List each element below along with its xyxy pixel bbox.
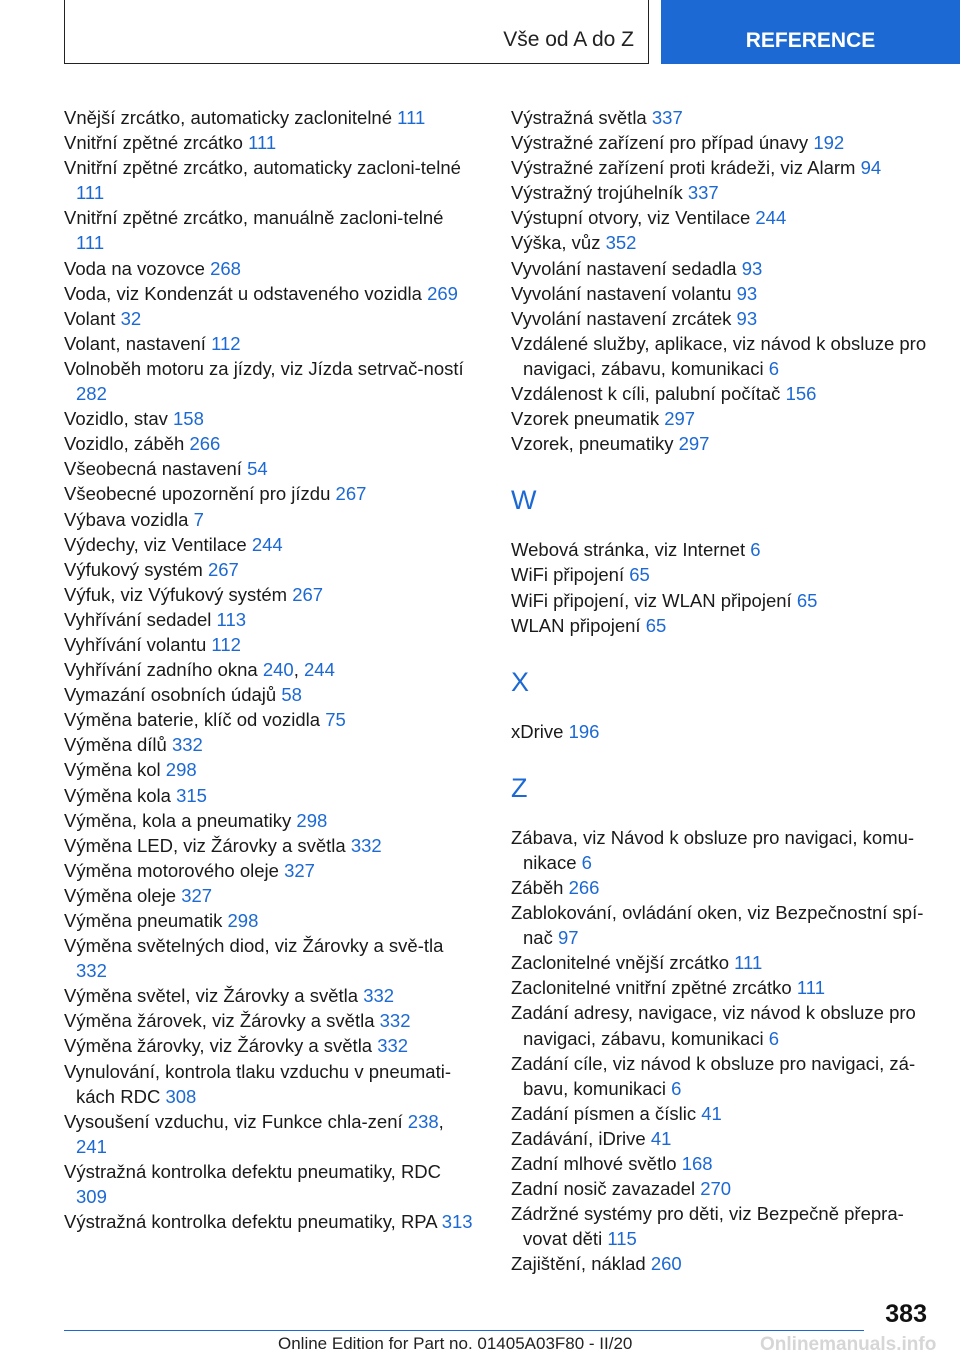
page-reference-link[interactable]: 309: [76, 1186, 107, 1208]
index-entry: [64, 481, 474, 506]
index-entry: [511, 230, 941, 255]
index-entry: [511, 613, 941, 638]
page-reference-link[interactable]: 75: [325, 709, 346, 731]
index-entry-label: Zadní mlhové světlo: [511, 1153, 677, 1174]
page-reference-link[interactable]: 238: [407, 1110, 439, 1132]
index-entry: [64, 105, 474, 130]
letter-heading-z: Z: [511, 772, 528, 803]
index-entry-label: Webová stránka, viz Internet: [511, 539, 746, 561]
index-entry-label: Vyvolání nastavení sedadla: [511, 257, 737, 279]
page-reference-link[interactable]: 65: [796, 589, 818, 611]
index-entry-label: Zajištění, náklad: [511, 1253, 646, 1275]
index-entry-label: Zadávání, iDrive: [511, 1127, 646, 1149]
index-entry-label: xDrive: [511, 720, 564, 742]
page-reference-link[interactable]: 298: [227, 910, 259, 931]
page-reference-link[interactable]: 298: [165, 759, 197, 781]
page-separator: ,: [293, 659, 304, 681]
index-entry: [511, 406, 941, 431]
index-entry: [511, 431, 941, 456]
page-reference-link[interactable]: 297: [678, 433, 710, 455]
index-entry-label: Vnitřní zpětné zrcátko, automaticky zacloni‐telné: [64, 157, 461, 179]
index-entry: [64, 858, 474, 883]
index-entry: [511, 306, 941, 331]
page-reference-link[interactable]: 298: [296, 809, 328, 831]
index-entry-label: Výměna motorového oleje: [64, 859, 279, 881]
index-entry: [64, 607, 474, 632]
index-entry-label: Výdechy, viz Ventilace: [64, 533, 247, 555]
index-entry-label: Vozidlo, záběh: [64, 433, 185, 455]
page-reference-link[interactable]: 111: [397, 107, 426, 128]
index-entry: [64, 908, 474, 933]
index-entry-label: Vzorek pneumatik: [511, 408, 660, 430]
index-entry-label: Volnoběh motoru za jízdy, viz Jízda setrvač‐ností: [64, 357, 464, 379]
letter-heading-x: X: [511, 666, 530, 697]
index-entry: [64, 1109, 474, 1159]
page-reference-link[interactable]: 41: [650, 1127, 672, 1149]
index-entry-label: Výfukový systém: [64, 558, 203, 580]
index-entry-label: Všeobecná nastavení: [64, 458, 242, 480]
page-number: 383: [885, 1300, 927, 1328]
index-entry: [64, 406, 474, 431]
index-entry: [511, 180, 941, 205]
index-entry-label: Výměna LED, viz Žárovky a světla: [64, 834, 346, 856]
index-entry-label: Výměna baterie, klíč od vozidla: [64, 709, 321, 731]
index-entry-label: Zadání písmen a číslic: [511, 1102, 697, 1124]
index-entry: [511, 900, 941, 950]
index-entry-label: Zaclonitelné vnější zrcátko: [511, 952, 729, 974]
index-entry-label: Výška, vůz: [511, 232, 601, 254]
index-entry: [511, 537, 941, 562]
page-reference-link[interactable]: 97: [557, 927, 579, 949]
index-entry-label: Výměna, kola a pneumatiky: [64, 809, 292, 831]
index-entry: [511, 950, 941, 975]
page-reference-link[interactable]: 54: [247, 458, 268, 480]
page-reference-link[interactable]: 267: [292, 583, 324, 605]
index-entry: [511, 205, 941, 230]
index-entry: [64, 356, 474, 406]
index-entry-label: Vyhřívání sedadel: [64, 608, 212, 630]
page-reference-link[interactable]: 115: [607, 1228, 637, 1250]
index-entry-label: Vozidlo, stav: [64, 408, 168, 430]
index-entry-label: Vynulování, kontrola tlaku vzduchu v pneumati‐kách RDC: [64, 1060, 452, 1107]
index-column-left: [64, 105, 474, 1234]
index-entry-label: Vzdálené služby, aplikace, viz návod k obsluze pro navigaci, zábavu, komunikaci: [511, 332, 927, 379]
index-entry-label: Výstražný trojúhelník: [511, 182, 683, 204]
index-entry-label: Zábava, viz Návod k obsluze pro navigaci, komu‐nikace: [511, 826, 915, 873]
index-entry-label: Vyvolání nastavení volantu: [511, 282, 732, 304]
index-entry: [511, 719, 941, 744]
index-entry: [64, 306, 474, 331]
page-reference-link[interactable]: 112: [211, 633, 241, 655]
index-entry: [511, 825, 941, 875]
index-entry-label: Voda, viz Kondenzát u odstaveného vozidla: [64, 282, 422, 304]
index-entry: [64, 833, 474, 858]
index-entry: [511, 130, 941, 155]
index-entry: [64, 1159, 474, 1209]
page-reference-link[interactable]: 111: [734, 952, 763, 974]
index-entry: [511, 975, 941, 1000]
page-reference-link[interactable]: 112: [211, 332, 241, 354]
page-reference-link[interactable]: 268: [210, 257, 241, 279]
index-entry: [511, 1201, 941, 1251]
index-entry-label: Vyvolání nastavení zrcátek: [511, 307, 732, 329]
index-entry: [64, 732, 474, 757]
index-entry-label: WLAN připojení: [511, 614, 641, 636]
index-entry: [64, 155, 474, 205]
page-reference-link[interactable]: 65: [629, 564, 650, 586]
index-entry-label: Výstražná světla: [511, 107, 647, 128]
index-entry: [64, 783, 474, 808]
index-entry: [511, 588, 941, 613]
index-entry-label: Výstražné zařízení proti krádeži, viz Alarm: [511, 157, 856, 179]
index-entry-label: Výměna dílů: [64, 734, 167, 756]
page-reference-link[interactable]: 65: [645, 614, 667, 636]
index-entry: [511, 331, 941, 381]
page-reference-link[interactable]: 315: [176, 784, 207, 806]
index-entry: [64, 707, 474, 732]
index-entry-label: Výměna kol: [64, 759, 161, 781]
section-title: Vše od A do Z: [503, 28, 634, 51]
index-entry: [64, 130, 474, 155]
index-entry: [64, 933, 474, 983]
footer-edition: Online Edition for Part no. 01405A03F80 - II/20: [278, 1334, 633, 1353]
index-entry: [64, 657, 474, 682]
page-separator: ,: [438, 1110, 444, 1132]
index-entry: [64, 582, 474, 607]
page-reference-link[interactable]: 337: [651, 107, 683, 128]
page-reference-link[interactable]: 113: [216, 608, 247, 630]
page-reference-link[interactable]: 41: [701, 1102, 722, 1124]
page-reference-link[interactable]: 260: [650, 1253, 682, 1275]
index-column-right: [511, 105, 941, 1276]
page-reference-link[interactable]: 6: [581, 851, 592, 873]
index-entry: [64, 281, 474, 306]
page-reference-link[interactable]: 6: [671, 1077, 682, 1099]
page-reference-link[interactable]: 270: [700, 1178, 732, 1200]
index-entry: [64, 632, 474, 657]
reference-tab-label: REFERENCE: [745, 29, 876, 52]
index-entry-label: WiFi připojení: [511, 564, 625, 586]
page-reference-link[interactable]: 282: [76, 383, 107, 405]
index-entry: [511, 1051, 941, 1101]
index-entry-label: Výměna oleje: [64, 884, 177, 906]
index-entry: [511, 1101, 941, 1126]
page-reference-link[interactable]: 93: [736, 307, 758, 329]
index-entry: [64, 205, 474, 255]
page-reference-link[interactable]: 308: [165, 1085, 197, 1107]
page-reference-link[interactable]: 297: [664, 408, 696, 430]
index-entry-label: WiFi připojení, viz WLAN připojení: [511, 589, 792, 611]
page-reference-link[interactable]: 332: [379, 1010, 411, 1032]
index-entry: [64, 507, 474, 532]
page-reference-link[interactable]: 332: [76, 960, 107, 982]
page-reference-link[interactable]: 32: [120, 307, 142, 329]
index-entry-label: Výměna žárovek, viz Žárovky a světla: [64, 1010, 375, 1032]
index-entry: [511, 155, 941, 180]
reference-tab[interactable]: [661, 0, 960, 64]
page-reference-link[interactable]: 244: [251, 533, 283, 555]
page-reference-link[interactable]: 156: [785, 383, 817, 405]
page-reference-link[interactable]: 6: [750, 539, 761, 561]
index-entry-label: Všeobecné upozornění pro jízdu: [64, 483, 331, 505]
index-entry: [64, 883, 474, 908]
index-entry-label: Výměna pneumatik: [64, 910, 223, 931]
page-reference-link[interactable]: 269: [427, 282, 458, 304]
page-reference-link[interactable]: 6: [768, 357, 780, 379]
page-reference-link[interactable]: 196: [568, 720, 600, 742]
index-entry-label: Vnitřní zpětné zrcátko: [64, 132, 243, 154]
footer-rule: [64, 1330, 864, 1331]
page-reference-link[interactable]: 337: [687, 182, 719, 204]
index-entry: [64, 532, 474, 557]
index-entry-label: Výměna světel, viz Žárovky a světla: [64, 985, 359, 1007]
index-entry-label: Vysoušení vzduchu, viz Funkce chla‐zení: [64, 1110, 403, 1132]
index-entry-label: Výstražná kontrolka defektu pneumatiky, RPA: [64, 1211, 437, 1233]
page-reference-link[interactable]: 352: [605, 232, 637, 254]
page-reference-link[interactable]: 168: [681, 1153, 713, 1174]
index-entry-label: Volant, nastavení: [64, 332, 206, 354]
page-reference-link[interactable]: 111: [796, 977, 825, 999]
page-reference-link[interactable]: 111: [76, 182, 105, 204]
index-entry: [64, 331, 474, 356]
index-entry-label: Vyhřívání zadního okna: [64, 659, 258, 681]
index-entry: [511, 1000, 941, 1050]
page-reference-link[interactable]: 332: [363, 985, 395, 1007]
page-reference-link[interactable]: 266: [189, 433, 221, 455]
index-entry: [511, 1126, 941, 1151]
index-entry: [64, 1059, 474, 1109]
index-entry: [511, 875, 941, 900]
page-reference-link[interactable]: 266: [568, 876, 600, 898]
page-reference-link[interactable]: 93: [736, 282, 758, 304]
index-entry: [511, 1251, 941, 1276]
index-entry: [511, 562, 941, 587]
page-reference-link[interactable]: 244: [755, 207, 787, 229]
index-entry-label: Výfuk, viz Výfukový systém: [64, 583, 288, 605]
index-entry-label: Zadní nosič zavazadel: [511, 1178, 696, 1200]
page-reference-link[interactable]: 327: [181, 884, 213, 906]
page-reference-link[interactable]: 240: [262, 659, 294, 681]
index-entry-label: Vzorek, pneumatiky: [511, 433, 674, 455]
index-entry: [511, 1176, 941, 1201]
index-entry: [64, 1033, 474, 1058]
index-entry: [64, 983, 474, 1008]
index-entry-label: Výstražná kontrolka defektu pneumatiky, RDC: [64, 1160, 442, 1182]
index-entry-label: Zadání cíle, viz návod k obsluze pro navigaci, zá‐bavu, komunikaci: [511, 1052, 916, 1099]
index-entry-label: Zadání adresy, navigace, viz návod k obsluze pro navigaci, zábavu, komunikaci: [511, 1002, 916, 1049]
watermark: Onlinemanuals.info: [760, 1334, 937, 1355]
index-entry: [64, 456, 474, 481]
index-entry: [511, 256, 941, 281]
index-entry-label: Záběh: [511, 876, 564, 898]
index-entry-label: Vnější zrcátko, automaticky zaclonitelné: [64, 107, 393, 128]
page-reference-link[interactable]: 93: [741, 257, 763, 279]
index-entry-label: Výměna žárovky, viz Žárovky a světla: [64, 1035, 373, 1057]
index-entry: [511, 105, 941, 130]
index-entry: [64, 1209, 474, 1234]
page-reference-link[interactable]: 192: [813, 132, 845, 154]
index-entry-label: Výměna kola: [64, 784, 171, 806]
index-entry-label: Výměna světelných diod, viz Žárovky a svě‐tla: [64, 935, 444, 957]
index-entry-label: Vzdálenost k cíli, palubní počítač: [511, 383, 781, 405]
index-entry-label: Zaclonitelné vnitřní zpětné zrcátko: [511, 977, 792, 999]
index-entry-label: Vnitřní zpětné zrcátko, manuálně zacloni‐telné: [64, 207, 444, 229]
page-reference-link[interactable]: 332: [171, 734, 203, 756]
letter-heading-w: W: [511, 485, 537, 516]
index-entry-label: Výstupní otvory, viz Ventilace: [511, 207, 751, 229]
index-entry: [64, 1008, 474, 1033]
page-reference-link[interactable]: 313: [441, 1211, 473, 1233]
page-reference-link[interactable]: 111: [248, 132, 277, 154]
page-reference-link[interactable]: 158: [173, 408, 204, 430]
page-reference-link[interactable]: 6: [768, 1027, 780, 1049]
index-entry-label: Volant: [64, 307, 116, 329]
page-reference-link[interactable]: 267: [335, 483, 367, 505]
index-entry: [511, 381, 941, 406]
index-entry-label: Zablokování, ovládání oken, viz Bezpečnostní spí‐nač: [511, 902, 924, 949]
index-entry: [64, 256, 474, 281]
index-entry-label: Výstražné zařízení pro případ únavy: [511, 132, 809, 154]
page-reference-link[interactable]: 267: [207, 558, 239, 580]
index-entry: [64, 557, 474, 582]
page-reference-link[interactable]: 58: [281, 684, 302, 706]
index-entry: [511, 1151, 941, 1176]
index-entry: [64, 682, 474, 707]
index-entry: [511, 281, 941, 306]
index-entry-label: Zádržné systémy pro děti, viz Bezpečně přepra‐vovat děti: [511, 1203, 904, 1250]
index-entry-label: Vymazání osobních údajů: [64, 684, 277, 706]
index-entry-label: Výbava vozidla: [64, 508, 189, 530]
page-reference-link[interactable]: 241: [76, 1135, 107, 1157]
page-reference-link[interactable]: 7: [193, 508, 204, 530]
page-reference-link[interactable]: 332: [377, 1035, 409, 1057]
index-entry-label: Vyhřívání volantu: [64, 633, 207, 655]
index-entry-label: Voda na vozovce: [64, 257, 205, 279]
index-entry: [64, 757, 474, 782]
page-reference-link[interactable]: 332: [350, 834, 382, 856]
index-entry: [64, 431, 474, 456]
page-reference-link[interactable]: 94: [860, 157, 882, 179]
page-reference-link[interactable]: 111: [76, 232, 105, 254]
page-reference-link[interactable]: 244: [304, 659, 335, 681]
index-entry: [64, 808, 474, 833]
page-reference-link[interactable]: 327: [284, 859, 315, 881]
